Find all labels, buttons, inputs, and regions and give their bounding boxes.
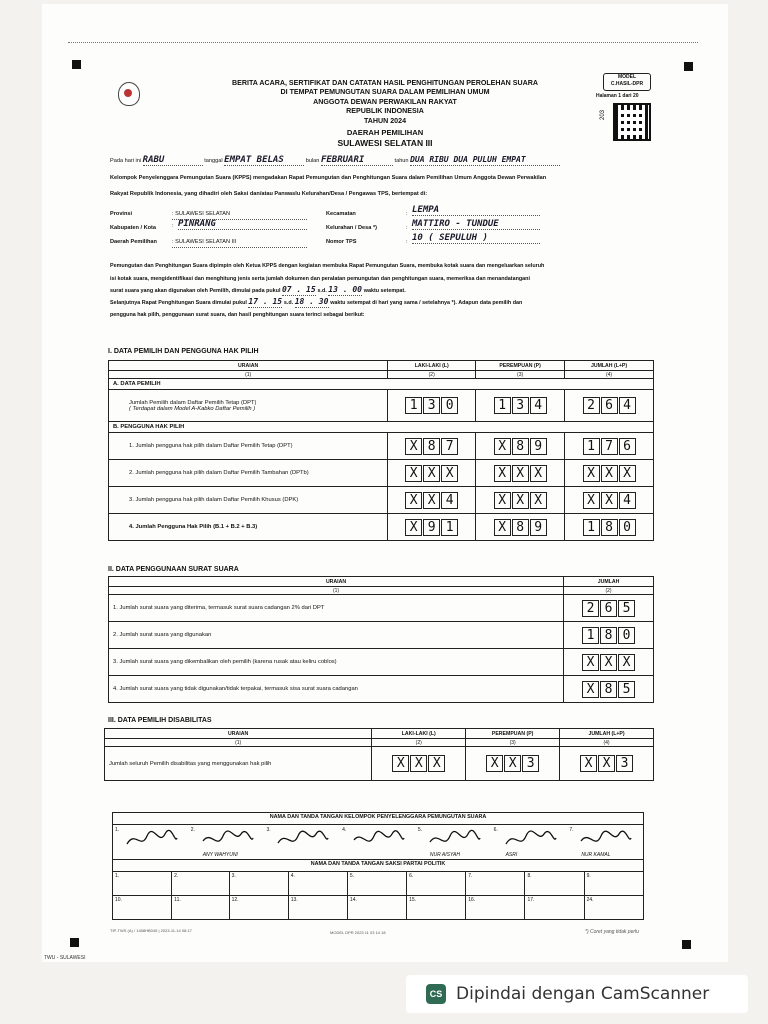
col-number: (2) bbox=[388, 371, 476, 379]
intro-text: Rakyat Republik Indonesia, yang dihadiri oleh Saksi dan/atau Panwaslu Kelurahan/Desa / Pengawas TPS, bertempat di: bbox=[110, 191, 428, 197]
saksi-signature-slot: 3. bbox=[229, 872, 288, 896]
digit-box: 9 bbox=[530, 519, 547, 536]
kpps-signature bbox=[567, 825, 643, 859]
corner-marker bbox=[70, 938, 79, 947]
digit-box-group bbox=[392, 492, 471, 509]
digit-box: X bbox=[618, 654, 635, 671]
digit-box-group bbox=[480, 438, 560, 455]
saksi-signature-slot: 8. bbox=[525, 872, 584, 896]
statement-line bbox=[110, 286, 670, 296]
digit-box-group bbox=[564, 755, 649, 772]
header-line: DI TEMPAT PEMUNGUTAN SUARA DALAM PEMILIHAN UMUM bbox=[280, 88, 490, 97]
kpps-signature bbox=[416, 825, 492, 859]
col-header: JUMLAH bbox=[564, 577, 654, 587]
text: tahun bbox=[394, 158, 409, 164]
kpps-signature bbox=[264, 825, 340, 859]
row-label: Jumlah Pemilih dalam Daftar Pemilih Tetap (DPT) bbox=[129, 399, 257, 406]
digit-box: 4 bbox=[530, 397, 547, 414]
camscanner-text: Dipindai dengan CamScanner bbox=[456, 984, 710, 1004]
digit-box: 6 bbox=[600, 600, 617, 617]
model-code: C.HASIL-DPR bbox=[610, 81, 644, 87]
digit-box-group bbox=[376, 755, 461, 772]
camscanner-logo-icon: CS bbox=[426, 984, 446, 1004]
count-boxes bbox=[388, 460, 476, 487]
digit-box: X bbox=[582, 681, 599, 698]
regency-value: PINRANG bbox=[178, 219, 307, 230]
saksi-signature-slot: 16. bbox=[466, 896, 525, 920]
digit-box: 8 bbox=[600, 681, 617, 698]
digit-box: 1 bbox=[583, 519, 600, 536]
col-number: (1) bbox=[105, 739, 372, 747]
col-header: URAIAN bbox=[109, 577, 564, 587]
count-boxes bbox=[476, 487, 565, 514]
vote-start-time: 07 . 15 bbox=[281, 285, 316, 294]
section1-title: I. DATA PEMILIH DAN PENGGUNA HAK PILIH bbox=[108, 348, 259, 355]
digit-box: X bbox=[428, 755, 445, 772]
digit-box: 1 bbox=[441, 519, 458, 536]
digit-box: 6 bbox=[619, 438, 636, 455]
signature-stroke bbox=[506, 831, 556, 844]
col-header: LAKI-LAKI (L) bbox=[372, 729, 466, 739]
count-end-time: 18 . 30 bbox=[294, 297, 329, 306]
row-label: 1. Jumlah pengguna hak pilih dalam Daftar Pemilih Tetap (DPT) bbox=[109, 433, 388, 460]
col-number: (2) bbox=[564, 587, 654, 595]
model-badge bbox=[603, 73, 651, 91]
kpps-signature bbox=[189, 825, 265, 859]
col-number: (4) bbox=[565, 371, 654, 379]
count-boxes bbox=[564, 649, 654, 676]
digit-box: X bbox=[405, 465, 422, 482]
digit-box: X bbox=[504, 755, 521, 772]
count-boxes bbox=[564, 676, 654, 703]
saksi-row bbox=[113, 872, 644, 896]
digit-box: 1 bbox=[582, 627, 599, 644]
digit-box: X bbox=[486, 755, 503, 772]
regency-label: Kabupaten / Kota bbox=[110, 225, 156, 231]
saksi-signature-slot: 14. bbox=[347, 896, 406, 920]
subsection-title: B. PENGGUNA HAK PILIH bbox=[109, 422, 654, 433]
kpu-logo-icon bbox=[118, 82, 140, 106]
saksi-signature-slot: 24. bbox=[584, 896, 643, 920]
region-name: SULAWESI SELATAN III bbox=[337, 138, 433, 148]
signature-name: ANY WAHYUNI bbox=[202, 852, 238, 858]
saksi-signature-slot: 17. bbox=[525, 896, 584, 920]
count-boxes bbox=[565, 433, 654, 460]
signature-number: 3. bbox=[266, 827, 271, 833]
district-value: LEMPA bbox=[412, 205, 540, 216]
kpps-signatures bbox=[113, 825, 644, 860]
digit-box: 4 bbox=[441, 492, 458, 509]
count-boxes bbox=[565, 487, 654, 514]
count-boxes bbox=[388, 433, 476, 460]
digit-box: 1 bbox=[583, 438, 600, 455]
model-code-footer: MODEL DPR 2023 11 03 14 18 bbox=[330, 930, 386, 935]
signature-number: 7. bbox=[569, 827, 574, 833]
electoral-region bbox=[150, 128, 620, 148]
digit-box: X bbox=[601, 492, 618, 509]
form-code: 203 bbox=[600, 109, 607, 121]
colon: : bbox=[406, 225, 408, 231]
header-line: ANGGOTA DEWAN PERWAKILAN RAKYAT bbox=[313, 97, 457, 106]
digit-box: 2 bbox=[582, 600, 599, 617]
text: Pada hari ini bbox=[110, 158, 142, 164]
digit-box: X bbox=[582, 654, 599, 671]
digit-box: 0 bbox=[618, 627, 635, 644]
saksi-signature-slot: 2. bbox=[172, 872, 229, 896]
digit-box: 2 bbox=[583, 397, 600, 414]
region-title: DAERAH PEMILIHAN bbox=[346, 128, 424, 137]
saksi-signature-slot: 1. bbox=[113, 872, 172, 896]
signature-stroke bbox=[430, 830, 480, 842]
day-field: RABU bbox=[143, 156, 203, 166]
digit-box: X bbox=[405, 438, 422, 455]
col-header: URAIAN bbox=[105, 729, 372, 739]
saksi-signature-slot: 9. bbox=[584, 872, 643, 896]
header-line: REPUBLIK INDONESIA bbox=[346, 107, 424, 116]
digit-box: X bbox=[601, 465, 618, 482]
tps-label: Nomor TPS bbox=[326, 239, 357, 245]
digit-box: X bbox=[441, 465, 458, 482]
kpps-signature bbox=[113, 825, 189, 859]
digit-box-group bbox=[568, 600, 649, 617]
kpps-signature bbox=[340, 825, 416, 859]
handwritten-signature-icon bbox=[504, 828, 558, 850]
saksi-signature-slot: 7. bbox=[466, 872, 525, 896]
kpps-title: NAMA DAN TANDA TANGAN KELOMPOK PENYELENGGARA PEMUNGUTAN SUARA bbox=[113, 813, 644, 825]
signature-stroke bbox=[581, 831, 631, 841]
disability-table bbox=[104, 728, 654, 781]
year-field: DUA RIBU DUA PULUH EMPAT bbox=[410, 156, 560, 166]
signature-name: ASRI bbox=[505, 852, 518, 858]
count-boxes bbox=[388, 487, 476, 514]
count-boxes bbox=[476, 514, 565, 541]
col-header: PEREMPUAN (P) bbox=[476, 361, 565, 371]
count-boxes bbox=[560, 747, 654, 781]
digit-box: 1 bbox=[405, 397, 422, 414]
signature-stroke bbox=[354, 831, 404, 841]
handwritten-signature-icon bbox=[276, 828, 330, 850]
date-field: EMPAT BELAS bbox=[224, 156, 304, 166]
text: bulan bbox=[305, 158, 320, 164]
signature-number: 2. bbox=[190, 827, 195, 833]
digit-box: 3 bbox=[616, 755, 633, 772]
digit-box: 8 bbox=[512, 438, 529, 455]
digit-box: 6 bbox=[601, 397, 618, 414]
count-boxes bbox=[476, 390, 565, 422]
statement-line bbox=[110, 298, 670, 308]
handwritten-signature-icon bbox=[579, 828, 633, 850]
saksi-signature-slot: 13. bbox=[288, 896, 347, 920]
table-row-label bbox=[109, 390, 388, 422]
next-page-edge: TWU - SULAWESI bbox=[44, 955, 86, 961]
text: waktu setempat. bbox=[363, 288, 406, 294]
col-number: (1) bbox=[109, 587, 564, 595]
col-number: (4) bbox=[560, 739, 654, 747]
saksi-signature-slot: 4. bbox=[288, 872, 347, 896]
digit-box: X bbox=[494, 492, 511, 509]
text: waktu setempat di hari yang sama / setelahnya *). Adapun data pemilih dan bbox=[330, 300, 523, 306]
section3-title: III. DATA PEMILIH DISABILITAS bbox=[108, 717, 212, 724]
row-label: Jumlah seluruh Pemilih disabilitas yang menggunakan hak pilih bbox=[105, 747, 372, 781]
digit-box-group bbox=[392, 519, 471, 536]
count-boxes bbox=[476, 460, 565, 487]
handwritten-signature-icon bbox=[201, 828, 255, 850]
digit-box-group bbox=[568, 627, 649, 644]
digit-box: X bbox=[512, 465, 529, 482]
digit-box: 4 bbox=[619, 492, 636, 509]
digit-box: X bbox=[619, 465, 636, 482]
saksi-signature-slot: 10. bbox=[113, 896, 172, 920]
digit-box: X bbox=[405, 519, 422, 536]
handwritten-signature-icon bbox=[428, 828, 482, 850]
saksi-title: NAMA DAN TANDA TANGAN SAKSI PARTAI POLITIK bbox=[113, 860, 644, 872]
digit-box: 5 bbox=[618, 600, 635, 617]
corner-marker bbox=[684, 62, 693, 71]
col-number: (3) bbox=[466, 739, 560, 747]
digit-box: 9 bbox=[423, 519, 440, 536]
row-label: 4. Jumlah Pengguna Hak Pilih (B.1 + B.2 + B.3) bbox=[109, 514, 388, 541]
text: surat suara yang akan digunakan oleh Pemilih, dimulai pada pukul bbox=[110, 288, 281, 294]
count-boxes bbox=[564, 622, 654, 649]
colon: : bbox=[406, 239, 408, 245]
document-header bbox=[150, 79, 620, 126]
digit-box: 3 bbox=[423, 397, 440, 414]
digit-box: X bbox=[423, 492, 440, 509]
statement-line: pengguna hak pilih, penggunaan surat suara, dan hasil penghitungan suara terinci sebagai berikut: bbox=[110, 312, 365, 318]
intro-text: Kelompok Penyelenggara Pemungutan Suara (KPPS) mengadakan Rapat Pemungutan dan Penghitungan Suara dalam Pemilihan Umum Anggota Dewan Perwakilan bbox=[110, 175, 547, 181]
handwritten-signature-icon bbox=[352, 828, 406, 850]
col-header: LAKI-LAKI (L) bbox=[388, 361, 476, 371]
vote-end-time: 13 . 00 bbox=[328, 285, 362, 294]
col-header: URAIAN bbox=[109, 361, 388, 371]
kpps-signature bbox=[492, 825, 568, 859]
text: s.d. bbox=[283, 300, 294, 306]
digit-box: 7 bbox=[601, 438, 618, 455]
digit-box-group bbox=[480, 465, 560, 482]
col-header: JUMLAH (L+P) bbox=[565, 361, 654, 371]
row-label: 3. Jumlah pengguna hak pilih dalam Daftar Pemilih Khusus (DPK) bbox=[109, 487, 388, 514]
digit-box-group bbox=[470, 755, 555, 772]
digit-box-group bbox=[480, 519, 560, 536]
digit-box: 0 bbox=[619, 519, 636, 536]
digit-box: X bbox=[423, 465, 440, 482]
region-label: Daerah Pemilihan bbox=[110, 239, 157, 245]
digit-box-group bbox=[569, 519, 649, 536]
count-start-time: 17 . 15 bbox=[248, 297, 283, 306]
count-boxes bbox=[388, 390, 476, 422]
digit-box: 4 bbox=[619, 397, 636, 414]
count-boxes bbox=[565, 460, 654, 487]
signature-name: NUR AISYAH bbox=[429, 852, 460, 858]
digit-box-group bbox=[392, 465, 471, 482]
section2-title: II. DATA PENGGUNAAN SURAT SUARA bbox=[108, 566, 239, 573]
saksi-signature-slot: 5. bbox=[347, 872, 406, 896]
signature-number: 5. bbox=[417, 827, 423, 833]
digit-box: X bbox=[410, 755, 427, 772]
province-value: : SULAWESI SELATAN bbox=[172, 210, 307, 220]
saksi-row bbox=[113, 896, 644, 920]
digit-box-group bbox=[568, 681, 649, 698]
digit-box: X bbox=[512, 492, 529, 509]
digit-box: 8 bbox=[512, 519, 529, 536]
digit-box: 9 bbox=[530, 438, 547, 455]
row-note: ( Terdapat dalam Model A-Kabko Daftar Pemilih ) bbox=[129, 405, 256, 412]
digit-box-group bbox=[569, 438, 649, 455]
digit-box-group bbox=[569, 397, 649, 414]
digit-box: 3 bbox=[512, 397, 529, 414]
saksi-signature-slot: 12. bbox=[229, 896, 288, 920]
corner-marker bbox=[72, 60, 81, 69]
count-boxes bbox=[388, 514, 476, 541]
col-number: (1) bbox=[109, 371, 388, 379]
signature-stroke bbox=[203, 831, 253, 841]
subsection-title: A. DATA PEMILIH bbox=[109, 379, 654, 390]
digit-box: X bbox=[530, 465, 547, 482]
signature-table bbox=[112, 812, 644, 920]
row-label: 4. Jumlah surat suara yang tidak digunakan/tidak terpakai, termasuk sisa surat suara cadangan bbox=[109, 676, 564, 703]
digit-box: 1 bbox=[494, 397, 511, 414]
count-boxes bbox=[466, 747, 560, 781]
signature-stroke bbox=[127, 830, 177, 844]
col-number: (2) bbox=[372, 739, 466, 747]
count-boxes bbox=[565, 514, 654, 541]
digit-box: X bbox=[405, 492, 422, 509]
village-value: MATTIRO - TUNDUE bbox=[412, 219, 540, 230]
digit-box-group bbox=[392, 397, 471, 414]
header-line: BERITA ACARA, SERTIFIKAT DAN CATATAN HASIL PENGHITUNGAN PEROLEHAN SUARA bbox=[232, 79, 538, 87]
corner-marker bbox=[682, 940, 691, 949]
tps-value: 10 ( SEPULUH ) bbox=[412, 233, 540, 244]
count-boxes bbox=[372, 747, 466, 781]
signature-name: NUR KAMAL bbox=[581, 852, 611, 858]
intro-line bbox=[110, 156, 670, 166]
saksi-signature-slot: 6. bbox=[407, 872, 466, 896]
digit-box-group bbox=[569, 492, 649, 509]
saksi-signature-slot: 11. bbox=[172, 896, 229, 920]
digit-box: X bbox=[494, 438, 511, 455]
digit-box: 3 bbox=[522, 755, 539, 772]
colon: : bbox=[172, 223, 174, 229]
colon: : bbox=[406, 211, 408, 217]
digit-box: 7 bbox=[441, 438, 458, 455]
digit-box: 8 bbox=[600, 627, 617, 644]
digit-box: X bbox=[494, 465, 511, 482]
village-label: Kelurahan / Desa *) bbox=[326, 225, 377, 231]
page-indicator: Halaman 1 dari 20 bbox=[596, 93, 639, 99]
region-value: : SULAWESI SELATAN III bbox=[172, 238, 307, 248]
signature-stroke bbox=[278, 831, 328, 843]
row-label: 2. Jumlah surat suara yang digunakan bbox=[109, 622, 564, 649]
digit-box: 8 bbox=[601, 519, 618, 536]
col-header: JUMLAH (L+P) bbox=[560, 729, 654, 739]
count-boxes bbox=[565, 390, 654, 422]
header-line: TAHUN 2024 bbox=[363, 116, 407, 125]
signature-number: 1. bbox=[115, 827, 120, 833]
row-label: 1. Jumlah surat suara yang diterima, termasuk surat suara cadangan 2% dari DPT bbox=[109, 595, 564, 622]
text: s.d. bbox=[317, 288, 327, 294]
col-number: (3) bbox=[476, 371, 565, 379]
voter-data-table bbox=[108, 360, 654, 541]
month-field: FEBRUARI bbox=[321, 156, 393, 166]
digit-box: X bbox=[583, 465, 600, 482]
digit-box-group bbox=[392, 438, 471, 455]
model-label: MODEL bbox=[617, 74, 637, 80]
count-boxes bbox=[564, 595, 654, 622]
digit-box: X bbox=[598, 755, 615, 772]
digit-box: 0 bbox=[441, 397, 458, 414]
digit-box-group bbox=[480, 397, 560, 414]
signature-number: 6. bbox=[493, 827, 498, 833]
digit-box: X bbox=[530, 492, 547, 509]
perforation-line bbox=[68, 42, 698, 43]
col-header: PEREMPUAN (P) bbox=[466, 729, 560, 739]
signature-number: 4. bbox=[342, 827, 347, 833]
digit-box: X bbox=[392, 755, 409, 772]
digit-box-group bbox=[480, 492, 560, 509]
digit-box: 8 bbox=[423, 438, 440, 455]
row-label: 2. Jumlah pengguna hak pilih dalam Daftar Pemilih Tambahan (DPTb) bbox=[109, 460, 388, 487]
digit-box-group bbox=[568, 654, 649, 671]
digit-box: X bbox=[583, 492, 600, 509]
handwritten-signature-icon bbox=[125, 828, 179, 850]
saksi-signature-slot: 15. bbox=[407, 896, 466, 920]
print-code: TIP-TWS (A) / 1458HB045 | 2023-11-14 08:17 bbox=[110, 928, 192, 933]
row-label: 3. Jumlah surat suara yang dikembalikan oleh pemilih (karena rusak atau keliru coblos) bbox=[109, 649, 564, 676]
province-label: Provinsi bbox=[110, 211, 133, 217]
camscanner-watermark bbox=[406, 975, 748, 1013]
footnote: *) Coret yang tidak perlu bbox=[585, 929, 639, 935]
count-boxes bbox=[476, 433, 565, 460]
digit-box: X bbox=[600, 654, 617, 671]
digit-box-group bbox=[569, 465, 649, 482]
statement-line: Pemungutan dan Penghitungan Suara dipimpin oleh Ketua KPPS dengan kegiatan membuka Rapat Pemungutan Suara, membuka kotak suara dan mengeluarkan seluruh bbox=[110, 263, 545, 269]
digit-box: X bbox=[494, 519, 511, 536]
ballot-usage-table bbox=[108, 576, 654, 703]
digit-box: 5 bbox=[618, 681, 635, 698]
digit-box: X bbox=[580, 755, 597, 772]
text: Selanjutnya Rapat Penghitungan Suara dimulai pukul bbox=[110, 300, 247, 306]
text: tanggal bbox=[204, 158, 223, 164]
statement-line: isi kotak suara, mengidentifikasi dan menghitung jenis serta jumlah dokumen dan peralatan pemungutan dan penghitungan suara, memeriksa dan menandatangani bbox=[110, 276, 530, 282]
district-label: Kecamatan bbox=[326, 211, 356, 217]
